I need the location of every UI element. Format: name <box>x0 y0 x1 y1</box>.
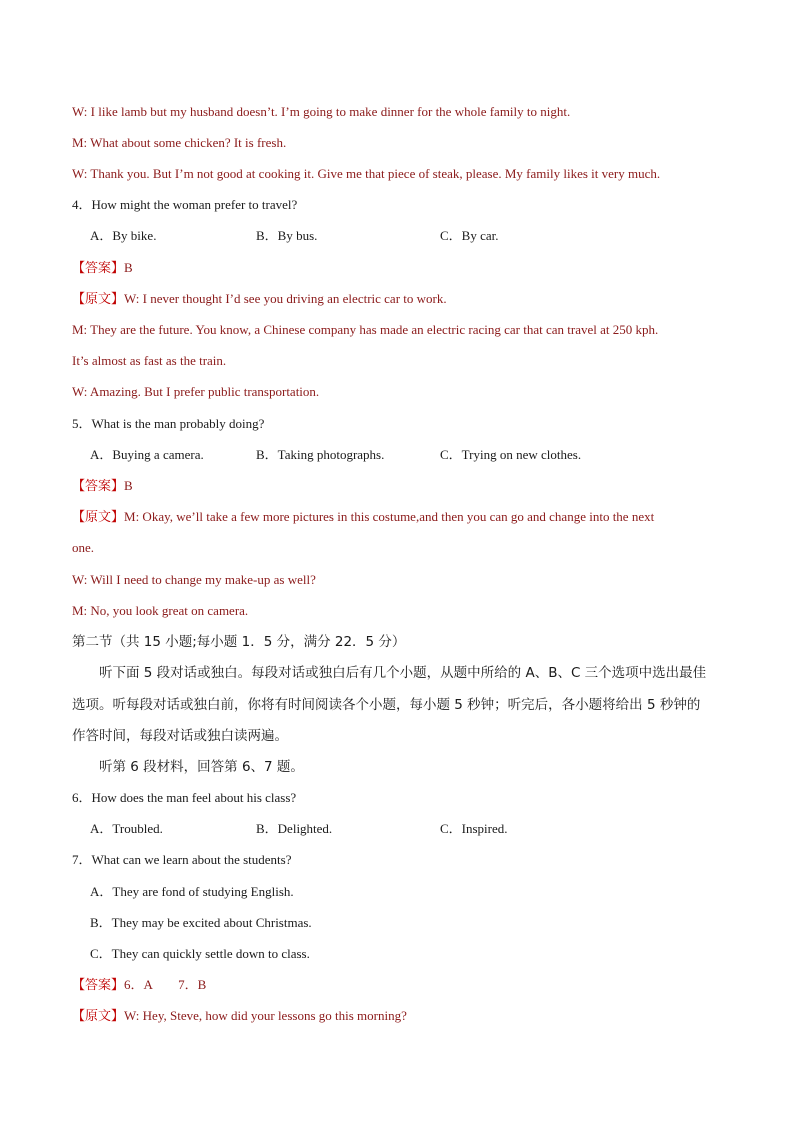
script-text: W: Hey, Steve, how did your lessons go this morning? <box>124 1008 407 1023</box>
answer-line <box>72 977 206 994</box>
script-tag: 【原文】 <box>72 510 125 525</box>
dialog-line: M: What about some chicken? It is fresh. <box>72 135 287 150</box>
option-c: C．They can quickly settle down to class. <box>90 946 310 961</box>
script-line <box>72 1008 407 1025</box>
answer-tag: 【答案】 <box>72 978 125 993</box>
question-stem-6: 6．How does the man feel about his class? <box>72 790 297 805</box>
material-note: 听第 6 段材料，回答第 6、7 题。 <box>99 759 304 775</box>
answer-line <box>72 260 133 277</box>
option-b: B．Delighted. <box>256 821 333 836</box>
script-line: W: Amazing. But I prefer public transportation. <box>72 384 320 399</box>
script-line: M: They are the future. You know, a Chinese company has made an electric racing car that can travel at 250 kph. <box>72 322 659 337</box>
script-text: W: I never thought I’d see you driving an electric car to work. <box>124 291 447 306</box>
script-tag: 【原文】 <box>72 1009 125 1024</box>
option-a: A．They are fond of studying English. <box>90 884 294 899</box>
script-line: one. <box>72 540 95 555</box>
script-line: M: No, you look great on camera. <box>72 603 249 618</box>
option-c: C．Trying on new clothes. <box>440 447 582 462</box>
instruction-line: 作答时间，每段对话或独白读两遍。 <box>72 728 288 744</box>
option-a: A．Troubled. <box>90 821 163 836</box>
section-heading: 第二节（共 15 小题;每小题 1．5 分，满分 22．5 分） <box>72 634 406 650</box>
question-stem-5: 5．What is the man probably doing? <box>72 416 265 431</box>
answer-line <box>72 478 133 495</box>
script-line: W: Will I need to change my make-up as well? <box>72 572 316 587</box>
answer-value: B <box>124 478 133 493</box>
question-stem-4: 4．How might the woman prefer to travel? <box>72 197 298 212</box>
script-tag: 【原文】 <box>72 292 125 307</box>
script-line: It’s almost as fast as the train. <box>72 353 227 368</box>
dialog-line: W: I like lamb but my husband doesn’t. I’m going to make dinner for the whole family to night. <box>72 104 571 119</box>
script-line <box>72 509 654 526</box>
option-a: A．Buying a camera. <box>90 447 204 462</box>
question-stem-7: 7．What can we learn about the students? <box>72 852 292 867</box>
answer-value: B <box>124 260 133 275</box>
script-text: M: Okay, we’ll take a few more pictures in this costume,and then you can go and change into the next <box>124 509 655 524</box>
script-line <box>72 291 447 308</box>
option-b: B．Taking photographs. <box>256 447 385 462</box>
option-b: B．They may be excited about Christmas. <box>90 915 312 930</box>
answer-tag: 【答案】 <box>72 479 125 494</box>
instruction-line: 选项。听每段对话或独白前，你将有时间阅读各个小题，每小题 5 秒钟；听完后，各小题将给出 5 秒钟的 <box>72 697 701 713</box>
option-a: A．By bike. <box>90 228 157 243</box>
option-b: B．By bus. <box>256 228 318 243</box>
option-c: C．Inspired. <box>440 821 508 836</box>
dialog-line: W: Thank you. But I’m not good at cooking it. Give me that piece of steak, please. My family likes it very much. <box>72 166 661 181</box>
option-c: C．By car. <box>440 228 499 243</box>
answer-value: 6．A 7．B <box>124 977 207 992</box>
answer-tag: 【答案】 <box>72 261 125 276</box>
instruction-line: 听下面 5 段对话或独白。每段对话或独白后有几个小题，从题中所给的 A、B、C 三个选项中选出最佳 <box>99 665 707 681</box>
